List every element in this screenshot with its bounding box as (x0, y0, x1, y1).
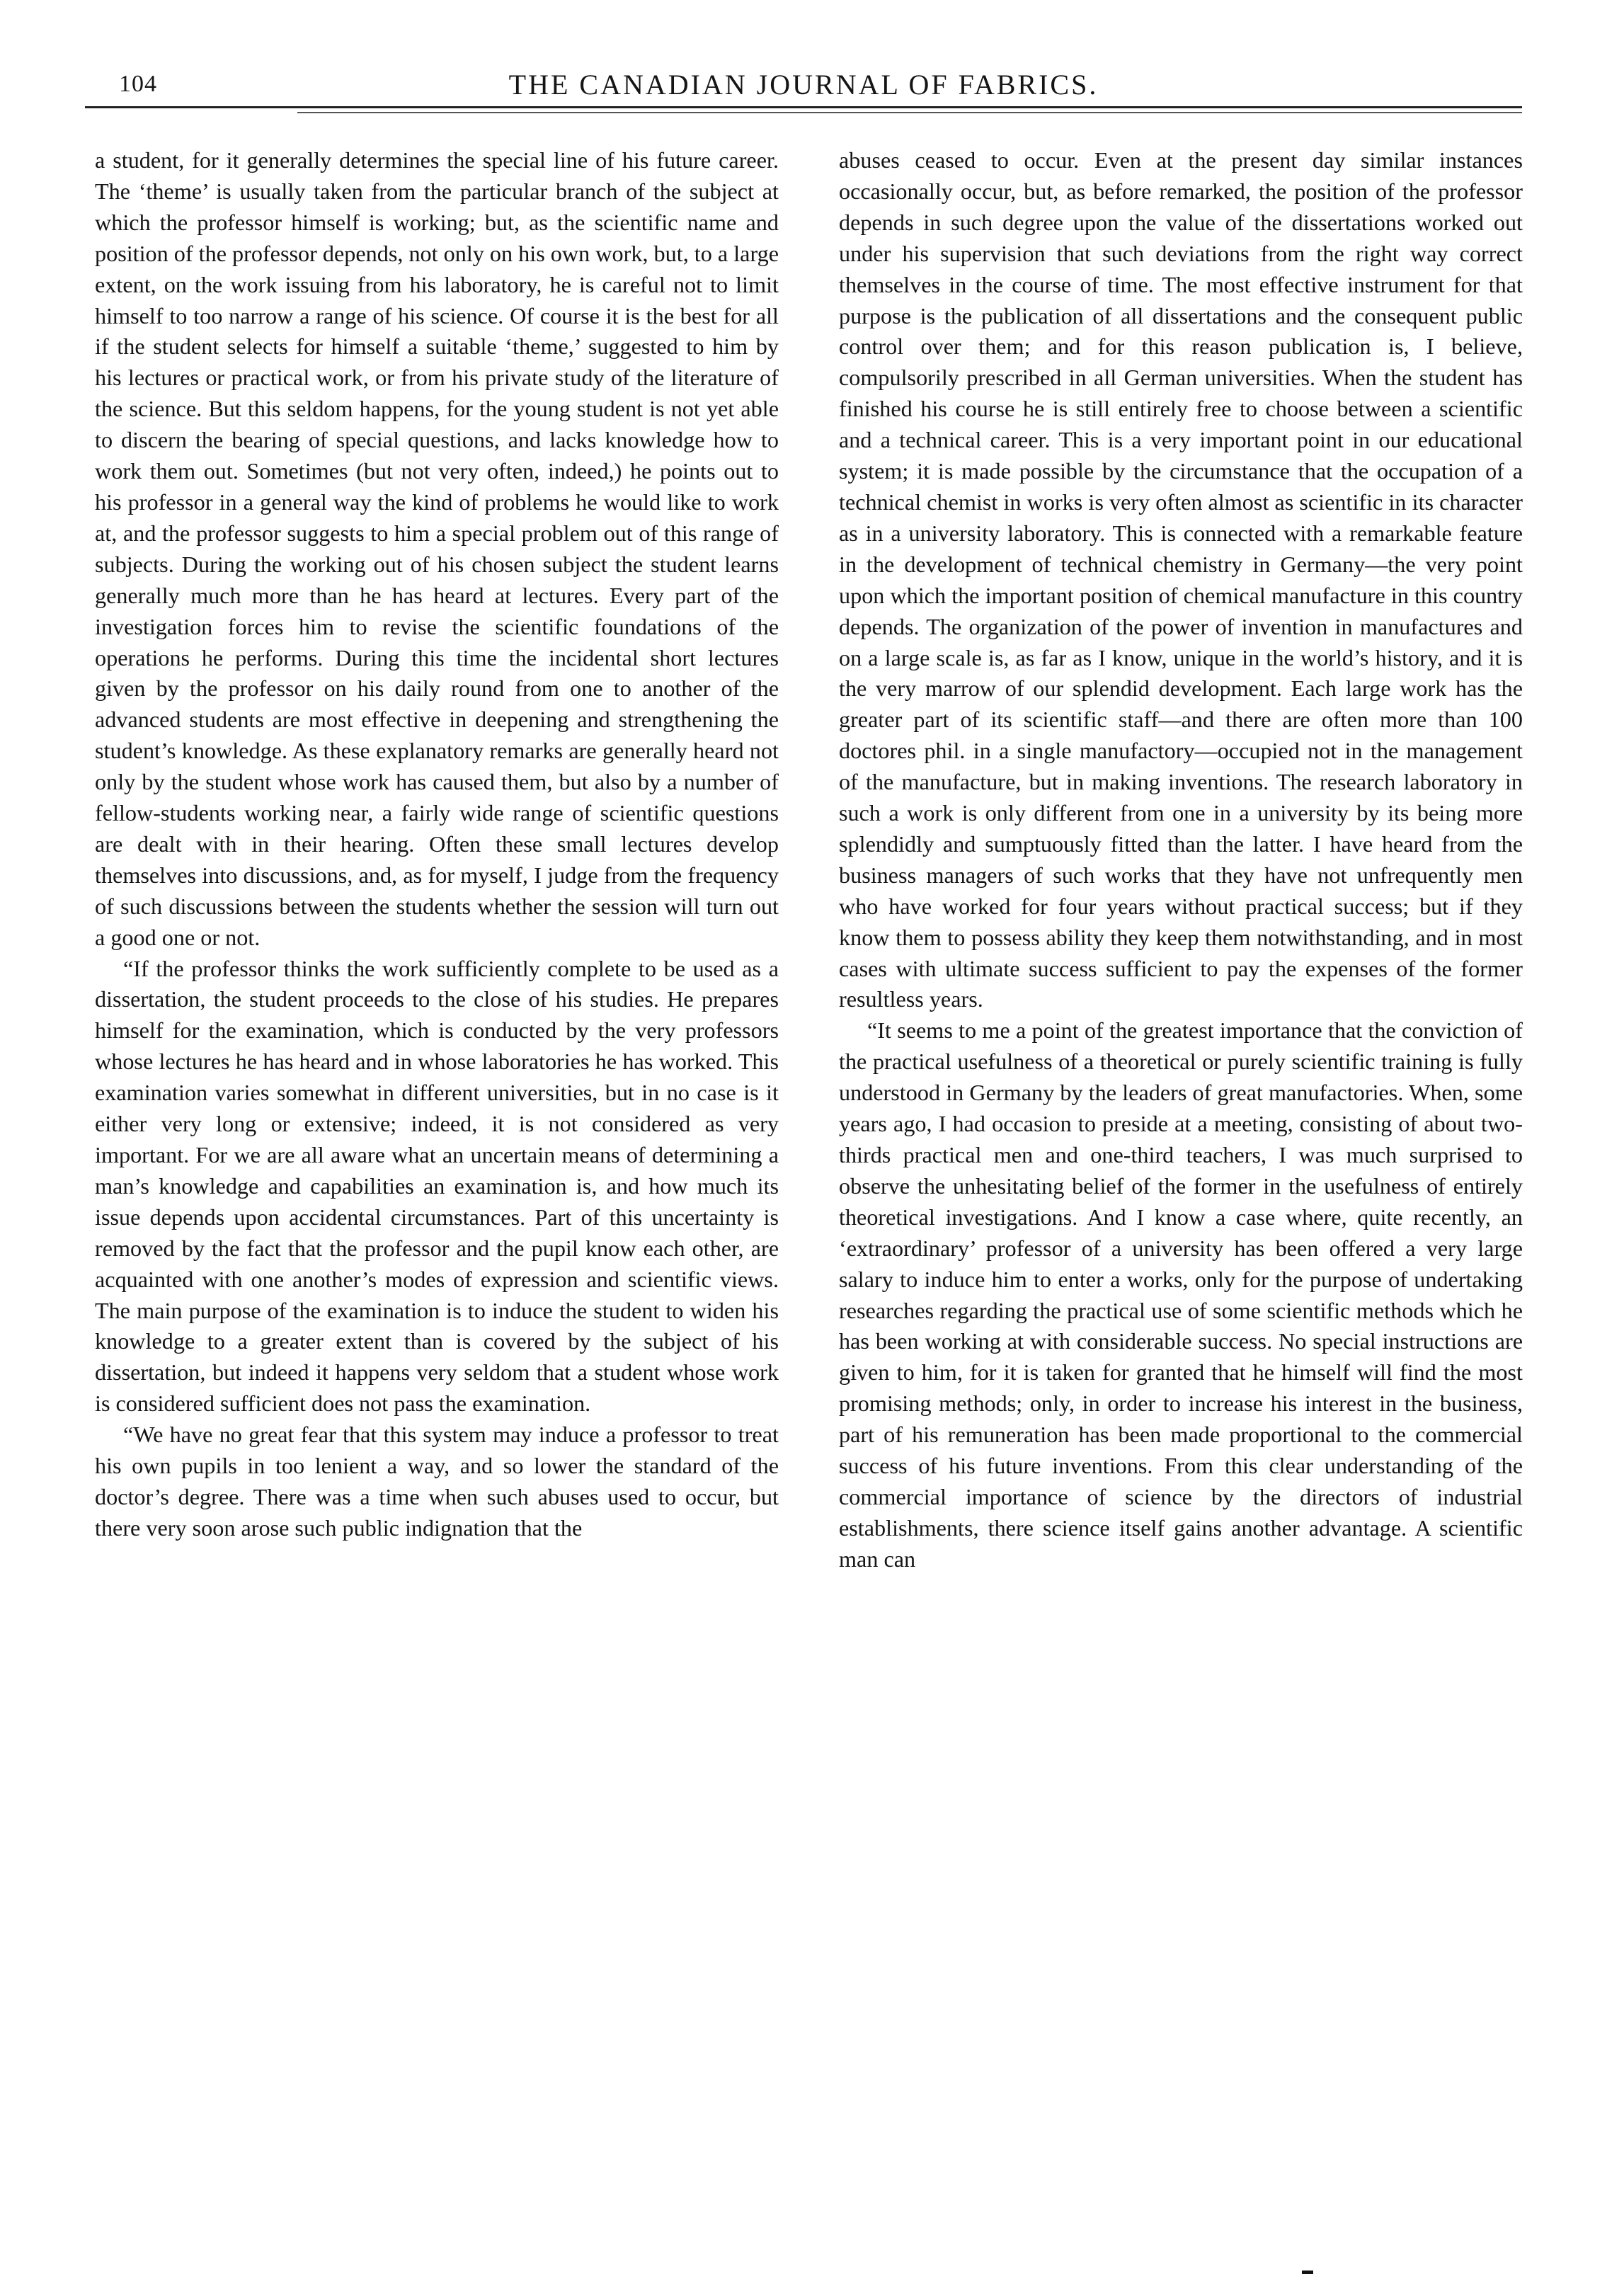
page-number: 104 (119, 71, 157, 97)
left-column (95, 145, 779, 2262)
header-rule-secondary (297, 112, 1522, 113)
left-paragraph-2: “If the professor thinks the work sufficiently complete to be used as a dissertation, the student proceeds to the close of his studies. He prepares himself for the examination, which is conducted by the very professors whose lectures he has heard and in whose laboratories he has worked. This examination varies somewhat in different universities, but in no case is it either very long or extensive; indeed, it is not considered as very important. For we are all aware what an uncertain means of determining a man’s knowledge and capabilities an examination is, and how much its issue depends upon accidental circumstances. Part of this uncertainty is removed by the fact that the professor and the pupil know each other, are acquainted with one another’s modes of expression and scientific views. The main purpose of the examination is to induce the student to widen his knowledge to a greater extent than is covered by the subject of his dissertation, but indeed it happens very seldom that a student whose work is considered sufficient does not pass the examination. (95, 955, 779, 1417)
right-paragraph-2: “It seems to me a point of the greatest importance that the conviction of the practical usefulness of a theoretical or purely scientific training is fully understood in Germany by the leaders of great manufactories. When, some years ago, I had occasion to preside at a meeting, consisting of about two-thirds practical men and one-third teachers, I was much surprised to observe the unhesitating belief of the former in the usefulness of entirely theoretical investigations. And I know a case where, quite recently, an ‘extraordinary’ professor of a university has been offered a very large salary to induce him to enter a works, only for the purpose of undertaking researches regarding the practical use of some scientific methods which he has been working at with considerable success. No special instructions are given to him, for it is taken for granted that he himself will find the most promising methods; only, in order to increase his interest in the business, part of his remuneration has been made proportional to the commercial success of his future inventions. From this clear understanding of the commercial importance of science by the directors of industrial establishments, there science itself gains another advantage. A scientific man can (839, 1017, 1523, 1572)
left-paragraph-1: a student, for it generally determines the special line of his future career. The ‘theme’ is usually taken from the particular branch of the subject at which the professor himself is working; but, as the scientific name and position of the professor depends, not only on his own work, but, to a large extent, on the work issuing from his laboratory, he is careful not to limit himself to too narrow a range of his science. Of course it is the best for all if the student selects for himself a suitable ‘theme,’ suggested to him by his lectures or practical work, or from his private study of the literature of the science. But this seldom happens, for the young student is not yet able to discern the bearing of special questions, and lacks knowledge how to work them out. Sometimes (but not very often, indeed,) he points out to his professor in a general way the kind of problems he would like to work at, and the professor suggests to him a special problem out of this range of subjects. During the working out of his chosen subject the student learns generally much more than he has heard at lectures. Every part of the investigation forces him to revise the scientific foundations of the operations he performs. During this time the incidental short lectures given by the professor on his daily round from one to another of the advanced students are most effective in deepening and strengthening the student’s knowledge. As these explanatory remarks are generally heard not only by the student whose work has caused them, but also by a number of fellow-students working near, a fairly wide range of scientific questions are dealt with in their hearing. Often these small lectures develop themselves into discussions, and, as for myself, I judge from the frequency of such discussions between the students whether the session will turn out a good one or not. (95, 147, 779, 950)
left-paragraph-3: “We have no great fear that this system may induce a professor to treat his own pupils in too lenient a way, and so lower the standard of the doctor’s degree. There was a time when such abuses used to occur, but there very soon arose such public indignation that the (95, 1422, 779, 1541)
header-rule (85, 106, 1522, 108)
right-column (839, 145, 1523, 2262)
running-head-title: THE CANADIAN JOURNAL OF FABRICS. (508, 69, 1099, 101)
right-paragraph-1: abuses ceased to occur. Even at the present day similar instances occasionally occur, but, as before remarked, the position of the professor depends in such degree upon the value of the dissertations worked out under his supervision that such deviations from the right way correct themselves in the course of time. The most effective instrument for that purpose is the publication of all dissertations and the consequent public control over them; and for this reason publication is, I believe, compulsorily prescribed in all German universities. When the student has finished his course he is still entirely free to choose between a scientific and a technical career. This is a very important point in our educational system; it is made possible by the circumstance that the occupation of a technical chemist in works is very often almost as scientific in its character as in a university laboratory. This is connected with a remarkable feature in the development of technical chemistry in Germany—the very point upon which the important position of chemical manufacture in this country depends. The organization of the power of invention in manufactures and on a large scale is, as far as I know, unique in the world’s history, and it is the very marrow of our splendid development. Each large work has the greater part of its scientific staff—and there are often more than 100 doctores phil. in a single manufactory—occupied not in the management of the manufacture, but in making inventions. The research laboratory in such a work is only different from one in a university by its being more splendidly and sumptuously fitted than the latter. I have heard from the business managers of such works that they have not unfrequently men who have worked for four years without practical success; but if they know them to possess ability they keep them notwithstanding, and in most cases with ultimate success sufficient to pay the expenses of the former resultless years. (839, 147, 1523, 1012)
page-end-mark (1302, 2271, 1313, 2274)
